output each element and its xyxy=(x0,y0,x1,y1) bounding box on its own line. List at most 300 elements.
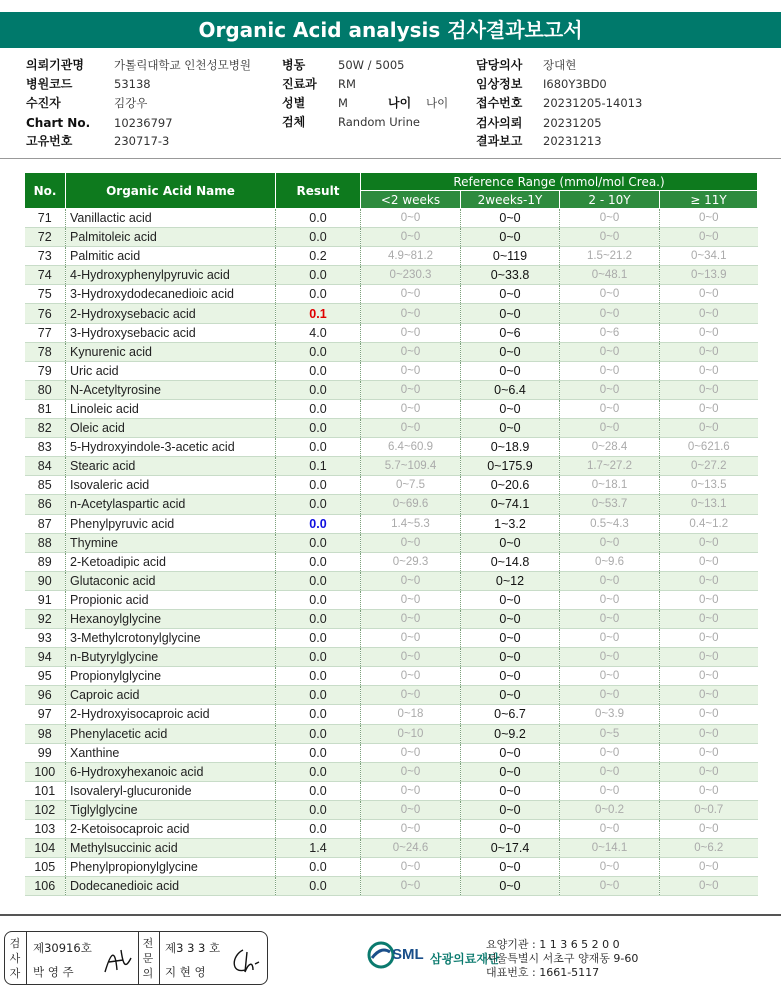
result-value: 0.0 xyxy=(276,342,361,361)
range-neonate: 0~0 xyxy=(361,419,461,438)
row-number: 98 xyxy=(25,724,66,743)
range-neonate: 0~0 xyxy=(361,629,461,648)
range-infant: 0~0 xyxy=(461,762,560,781)
range-neonate: 0~10 xyxy=(361,724,461,743)
result-value: 0.2 xyxy=(276,247,361,266)
range-adult: 0~0 xyxy=(660,648,758,667)
range-child: 0~0 xyxy=(560,361,660,380)
row-number: 95 xyxy=(25,667,66,686)
range-child: 0~0 xyxy=(560,877,660,896)
table-row xyxy=(25,877,758,896)
table-row xyxy=(25,209,758,228)
range-adult: 0~0 xyxy=(660,552,758,571)
acid-name: Glutaconic acid xyxy=(66,571,276,590)
range-infant: 0~175.9 xyxy=(461,457,560,476)
range-neonate: 0~0 xyxy=(361,342,461,361)
table-row xyxy=(25,304,758,323)
table-row xyxy=(25,743,758,762)
acid-name: 3-Methylcrotonylglycine xyxy=(66,629,276,648)
org-phone: 대표번호 : 1661-5117 xyxy=(486,966,600,979)
range-neonate: 0~0 xyxy=(361,399,461,418)
acid-name: Methylsuccinic acid xyxy=(66,839,276,858)
range-adult: 0~0 xyxy=(660,724,758,743)
row-number: 92 xyxy=(25,609,66,628)
signature-box xyxy=(4,931,268,985)
row-number: 100 xyxy=(25,762,66,781)
acid-name: 2-Ketoisocaproic acid xyxy=(66,820,276,839)
range-infant: 0~0 xyxy=(461,399,560,418)
result-value: 0.0 xyxy=(276,743,361,762)
range-neonate: 0~24.6 xyxy=(361,839,461,858)
range-neonate: 1.4~5.3 xyxy=(361,514,461,533)
range-adult: 0~13.5 xyxy=(660,476,758,495)
range-adult: 0~0 xyxy=(660,705,758,724)
range-adult: 0~0 xyxy=(660,686,758,705)
specialist-name: 지 현 영 xyxy=(165,965,206,979)
info-value: 20231205 xyxy=(543,116,602,130)
result-value: 0.0 xyxy=(276,571,361,590)
row-number: 94 xyxy=(25,648,66,667)
acid-name: Caproic acid xyxy=(66,686,276,705)
range-child: 0~0 xyxy=(560,743,660,762)
divider xyxy=(159,932,160,984)
range-adult: 0~27.2 xyxy=(660,457,758,476)
info-label: 병동 xyxy=(282,58,306,72)
range-infant: 0~6.4 xyxy=(461,380,560,399)
range-child: 0~0 xyxy=(560,342,660,361)
acid-name: 2-Ketoadipic acid xyxy=(66,552,276,571)
acid-name: 3-Hydroxysebacic acid xyxy=(66,323,276,342)
organization-info xyxy=(486,938,638,980)
range-adult: 0~34.1 xyxy=(660,247,758,266)
acid-name: Xanthine xyxy=(66,743,276,762)
row-number: 80 xyxy=(25,380,66,399)
table-row xyxy=(25,839,758,858)
acid-name: Oleic acid xyxy=(66,419,276,438)
row-number: 103 xyxy=(25,820,66,839)
range-infant: 0~6 xyxy=(461,323,560,342)
acid-name: Palmitoleic acid xyxy=(66,228,276,247)
examiner-name: 박 영 주 xyxy=(33,965,74,979)
result-value: 0.0 xyxy=(276,648,361,667)
result-value: 0.0 xyxy=(276,590,361,609)
range-neonate: 0~18 xyxy=(361,705,461,724)
acid-name: Stearic acid xyxy=(66,457,276,476)
info-value: 50W / 5005 xyxy=(338,58,405,72)
range-infant: 0~0 xyxy=(461,820,560,839)
info-value: 230717-3 xyxy=(114,134,170,148)
range-neonate: 5.7~109.4 xyxy=(361,457,461,476)
range-infant: 0~17.4 xyxy=(461,839,560,858)
range-infant: 0~0 xyxy=(461,781,560,800)
table-row xyxy=(25,705,758,724)
range-adult: 0~621.6 xyxy=(660,438,758,457)
range-infant: 0~12 xyxy=(461,571,560,590)
row-number: 83 xyxy=(25,438,66,457)
range-infant: 0~0 xyxy=(461,858,560,877)
header-range-adult: ≥ 11Y xyxy=(660,191,758,209)
range-adult: 0~0 xyxy=(660,667,758,686)
row-number: 81 xyxy=(25,399,66,418)
divider xyxy=(26,932,27,984)
report-title: Organic Acid analysis 검사결과보고서 xyxy=(0,12,781,48)
range-child: 1.7~27.2 xyxy=(560,457,660,476)
range-adult: 0~0 xyxy=(660,399,758,418)
range-child: 1.5~21.2 xyxy=(560,247,660,266)
row-number: 85 xyxy=(25,476,66,495)
row-number: 84 xyxy=(25,457,66,476)
range-infant: 0~74.1 xyxy=(461,495,560,514)
org-address: 서울특별시 서초구 양재동 9-60 xyxy=(486,952,639,965)
info-value: M xyxy=(338,96,348,110)
range-adult: 0~0 xyxy=(660,820,758,839)
range-neonate: 0~0 xyxy=(361,743,461,762)
row-number: 90 xyxy=(25,571,66,590)
row-number: 87 xyxy=(25,514,66,533)
range-neonate: 0~0 xyxy=(361,533,461,552)
acid-name: Phenylpropionylglycine xyxy=(66,858,276,877)
range-infant: 0~0 xyxy=(461,667,560,686)
range-infant: 0~0 xyxy=(461,361,560,380)
table-row xyxy=(25,342,758,361)
range-neonate: 0~0 xyxy=(361,361,461,380)
info-label: 의뢰기관명 xyxy=(26,58,84,72)
range-neonate: 0~0 xyxy=(361,858,461,877)
footer-divider xyxy=(0,914,781,916)
info-label: Chart No. xyxy=(26,116,91,130)
info-label: 결과보고 xyxy=(476,134,523,148)
range-child: 0~0 xyxy=(560,648,660,667)
range-adult: 0~0 xyxy=(660,342,758,361)
range-neonate: 0~29.3 xyxy=(361,552,461,571)
result-value: 1.4 xyxy=(276,839,361,858)
info-label: 검사의뢰 xyxy=(476,116,523,130)
range-child: 0~5 xyxy=(560,724,660,743)
table-row xyxy=(25,514,758,533)
header-range-neonate: <2 weeks xyxy=(361,191,461,209)
range-child: 0~18.1 xyxy=(560,476,660,495)
row-number: 93 xyxy=(25,629,66,648)
table-row xyxy=(25,609,758,628)
range-adult: 0~0 xyxy=(660,571,758,590)
row-number: 102 xyxy=(25,800,66,819)
info-label: 검체 xyxy=(282,115,306,129)
table-row xyxy=(25,667,758,686)
range-neonate: 0~0 xyxy=(361,648,461,667)
result-value: 0.0 xyxy=(276,399,361,418)
range-neonate: 0~0 xyxy=(361,781,461,800)
row-number: 75 xyxy=(25,285,66,304)
range-neonate: 0~0 xyxy=(361,380,461,399)
result-value: 0.0 xyxy=(276,361,361,380)
acid-name: Vanillactic acid xyxy=(66,209,276,228)
age-label: 나이 xyxy=(388,96,412,110)
table-row xyxy=(25,858,758,877)
range-child: 0~6 xyxy=(560,323,660,342)
result-value: 0.0 xyxy=(276,686,361,705)
info-label: 성별 xyxy=(282,96,306,110)
range-infant: 0~0 xyxy=(461,877,560,896)
info-label: 병원코드 xyxy=(26,77,73,91)
age-value: 나이 xyxy=(426,96,449,110)
info-value: 20231213 xyxy=(543,134,602,148)
row-number: 91 xyxy=(25,590,66,609)
row-number: 76 xyxy=(25,304,66,323)
result-value: 0.0 xyxy=(276,285,361,304)
row-number: 104 xyxy=(25,839,66,858)
range-neonate: 0~0 xyxy=(361,304,461,323)
result-value: 4.0 xyxy=(276,323,361,342)
table-row xyxy=(25,820,758,839)
table-row xyxy=(25,686,758,705)
result-value: 0.0 xyxy=(276,820,361,839)
result-value: 0.0 xyxy=(276,858,361,877)
range-infant: 0~0 xyxy=(461,686,560,705)
range-infant: 0~18.9 xyxy=(461,438,560,457)
range-infant: 0~0 xyxy=(461,419,560,438)
result-value: 0.0 xyxy=(276,705,361,724)
acid-name: 2-Hydroxyisocaproic acid xyxy=(66,705,276,724)
range-child: 0~0 xyxy=(560,571,660,590)
result-value: 0.0 xyxy=(276,629,361,648)
range-infant: 0~0 xyxy=(461,209,560,228)
result-value: 0.0 xyxy=(276,419,361,438)
row-number: 105 xyxy=(25,858,66,877)
specialist-id: 제3 3 3 호 xyxy=(165,941,221,955)
acid-name: Phenylpyruvic acid xyxy=(66,514,276,533)
table-row xyxy=(25,762,758,781)
examiner-id: 제30916호 xyxy=(33,941,92,955)
info-label: 담당의사 xyxy=(476,58,523,72)
table-row xyxy=(25,648,758,667)
table-row xyxy=(25,476,758,495)
range-adult: 0~13.9 xyxy=(660,266,758,285)
range-infant: 0~0 xyxy=(461,342,560,361)
acid-name: n-Butyrylglycine xyxy=(66,648,276,667)
info-label: 진료과 xyxy=(282,77,317,91)
row-number: 96 xyxy=(25,686,66,705)
divider xyxy=(138,932,139,984)
range-adult: 0~0 xyxy=(660,361,758,380)
range-child: 0~0 xyxy=(560,419,660,438)
range-adult: 0~0 xyxy=(660,877,758,896)
header-result: Result xyxy=(276,173,361,209)
range-child: 0~0 xyxy=(560,629,660,648)
range-adult: 0.4~1.2 xyxy=(660,514,758,533)
acid-name: 4-Hydroxyphenylpyruvic acid xyxy=(66,266,276,285)
result-value: 0.1 xyxy=(276,304,361,323)
range-child: 0~14.1 xyxy=(560,839,660,858)
acid-name: Propionic acid xyxy=(66,590,276,609)
range-infant: 0~0 xyxy=(461,743,560,762)
acid-name: Linoleic acid xyxy=(66,399,276,418)
range-child: 0~0 xyxy=(560,781,660,800)
table-row xyxy=(25,533,758,552)
header-range-infant: 2weeks-1Y xyxy=(461,191,560,209)
range-child: 0~0 xyxy=(560,609,660,628)
range-adult: 0~0 xyxy=(660,419,758,438)
range-child: 0~53.7 xyxy=(560,495,660,514)
range-child: 0~0 xyxy=(560,285,660,304)
range-neonate: 0~0 xyxy=(361,209,461,228)
range-adult: 0~6.2 xyxy=(660,839,758,858)
result-value: 0.0 xyxy=(276,380,361,399)
info-value: 10236797 xyxy=(114,116,173,130)
divider xyxy=(0,158,781,159)
range-neonate: 0~0 xyxy=(361,820,461,839)
row-number: 79 xyxy=(25,361,66,380)
result-value: 0.0 xyxy=(276,438,361,457)
range-child: 0~0 xyxy=(560,590,660,609)
result-value: 0.0 xyxy=(276,667,361,686)
table-row xyxy=(25,399,758,418)
row-number: 106 xyxy=(25,877,66,896)
table-row xyxy=(25,552,758,571)
row-number: 82 xyxy=(25,419,66,438)
range-child: 0~0 xyxy=(560,228,660,247)
range-neonate: 6.4~60.9 xyxy=(361,438,461,457)
acid-name: N-Acetyltyrosine xyxy=(66,380,276,399)
info-label: 접수번호 xyxy=(476,96,523,110)
range-child: 0~0 xyxy=(560,399,660,418)
row-number: 77 xyxy=(25,323,66,342)
range-child: 0~9.6 xyxy=(560,552,660,571)
acid-name: Hexanoylglycine xyxy=(66,609,276,628)
results-table xyxy=(24,172,758,896)
range-infant: 0~0 xyxy=(461,304,560,323)
acid-name: 6-Hydroxyhexanoic acid xyxy=(66,762,276,781)
range-infant: 0~0 xyxy=(461,590,560,609)
range-adult: 0~0 xyxy=(660,609,758,628)
info-value: 20231205-14013 xyxy=(543,96,643,110)
range-neonate: 0~0 xyxy=(361,800,461,819)
acid-name: Isovaleric acid xyxy=(66,476,276,495)
range-neonate: 0~0 xyxy=(361,762,461,781)
range-neonate: 0~0 xyxy=(361,590,461,609)
range-child: 0~0 xyxy=(560,686,660,705)
header-name: Organic Acid Name xyxy=(66,173,276,209)
range-neonate: 0~0 xyxy=(361,877,461,896)
row-number: 99 xyxy=(25,743,66,762)
range-neonate: 0~0 xyxy=(361,609,461,628)
range-adult: 0~0 xyxy=(660,743,758,762)
range-infant: 0~20.6 xyxy=(461,476,560,495)
range-child: 0~0 xyxy=(560,304,660,323)
range-adult: 0~0 xyxy=(660,380,758,399)
range-adult: 0~13.1 xyxy=(660,495,758,514)
specialist-signature-icon xyxy=(229,944,263,978)
row-number: 71 xyxy=(25,209,66,228)
logo-mark: SML xyxy=(392,946,424,963)
range-infant: 0~0 xyxy=(461,609,560,628)
range-infant: 0~33.8 xyxy=(461,266,560,285)
acid-name: Propionylglycine xyxy=(66,667,276,686)
result-value: 0.0 xyxy=(276,266,361,285)
table-row xyxy=(25,285,758,304)
range-child: 0~0 xyxy=(560,209,660,228)
table-row xyxy=(25,724,758,743)
row-number: 89 xyxy=(25,552,66,571)
info-value: 장대현 xyxy=(543,58,577,72)
info-value: 가톨릭대학교 인천성모병원 xyxy=(114,58,251,72)
row-number: 86 xyxy=(25,495,66,514)
acid-name: Thymine xyxy=(66,533,276,552)
range-adult: 0~0 xyxy=(660,209,758,228)
table-row xyxy=(25,361,758,380)
result-value: 0.0 xyxy=(276,209,361,228)
table-row xyxy=(25,247,758,266)
table-row xyxy=(25,457,758,476)
range-infant: 0~0 xyxy=(461,285,560,304)
range-neonate: 0~0 xyxy=(361,686,461,705)
range-child: 0~0 xyxy=(560,762,660,781)
table-row xyxy=(25,571,758,590)
specialist-label: 전문의 xyxy=(142,937,154,980)
range-adult: 0~0 xyxy=(660,304,758,323)
table-row xyxy=(25,438,758,457)
table-row xyxy=(25,800,758,819)
acid-name: Uric acid xyxy=(66,361,276,380)
header-range-child: 2 - 10Y xyxy=(560,191,660,209)
table-row xyxy=(25,590,758,609)
range-neonate: 0~230.3 xyxy=(361,266,461,285)
table-row xyxy=(25,495,758,514)
info-label: 고유번호 xyxy=(26,134,73,148)
range-infant: 0~0 xyxy=(461,648,560,667)
patient-info xyxy=(26,56,766,152)
range-child: 0~0 xyxy=(560,380,660,399)
acid-name: n-Acetylaspartic acid xyxy=(66,495,276,514)
range-neonate: 0~7.5 xyxy=(361,476,461,495)
range-neonate: 0~0 xyxy=(361,285,461,304)
range-neonate: 4.9~81.2 xyxy=(361,247,461,266)
range-infant: 0~14.8 xyxy=(461,552,560,571)
table-row xyxy=(25,228,758,247)
range-adult: 0~0 xyxy=(660,858,758,877)
logo-name: 삼광의료재단 xyxy=(430,952,500,966)
info-value: 김강우 xyxy=(114,96,148,110)
examiner-signature-icon xyxy=(101,944,133,978)
info-value: 53138 xyxy=(114,77,151,91)
row-number: 97 xyxy=(25,705,66,724)
acid-name: Phenylacetic acid xyxy=(66,724,276,743)
range-child: 0~0 xyxy=(560,533,660,552)
range-child: 0~0 xyxy=(560,667,660,686)
range-neonate: 0~0 xyxy=(361,667,461,686)
header-reference: Reference Range (mmol/mol Crea.) xyxy=(361,173,758,191)
range-child: 0~0 xyxy=(560,858,660,877)
range-infant: 0~6.7 xyxy=(461,705,560,724)
range-adult: 0~0 xyxy=(660,228,758,247)
range-child: 0~28.4 xyxy=(560,438,660,457)
info-value: I680Y3BD0 xyxy=(543,77,607,91)
info-label: 수진자 xyxy=(26,96,61,110)
header-no: No. xyxy=(25,173,66,209)
table-row xyxy=(25,266,758,285)
result-value: 0.0 xyxy=(276,762,361,781)
acid-name: Dodecanedioic acid xyxy=(66,877,276,896)
range-infant: 1~3.2 xyxy=(461,514,560,533)
range-adult: 0~0.7 xyxy=(660,800,758,819)
info-label: 임상정보 xyxy=(476,77,523,91)
row-number: 101 xyxy=(25,781,66,800)
range-neonate: 0~0 xyxy=(361,323,461,342)
org-code: 요양기관 : 1 1 3 6 5 2 0 0 xyxy=(486,938,620,951)
table-row xyxy=(25,781,758,800)
acid-name: Isovaleryl-glucuronide xyxy=(66,781,276,800)
range-infant: 0~9.2 xyxy=(461,724,560,743)
result-value: 0.0 xyxy=(276,609,361,628)
